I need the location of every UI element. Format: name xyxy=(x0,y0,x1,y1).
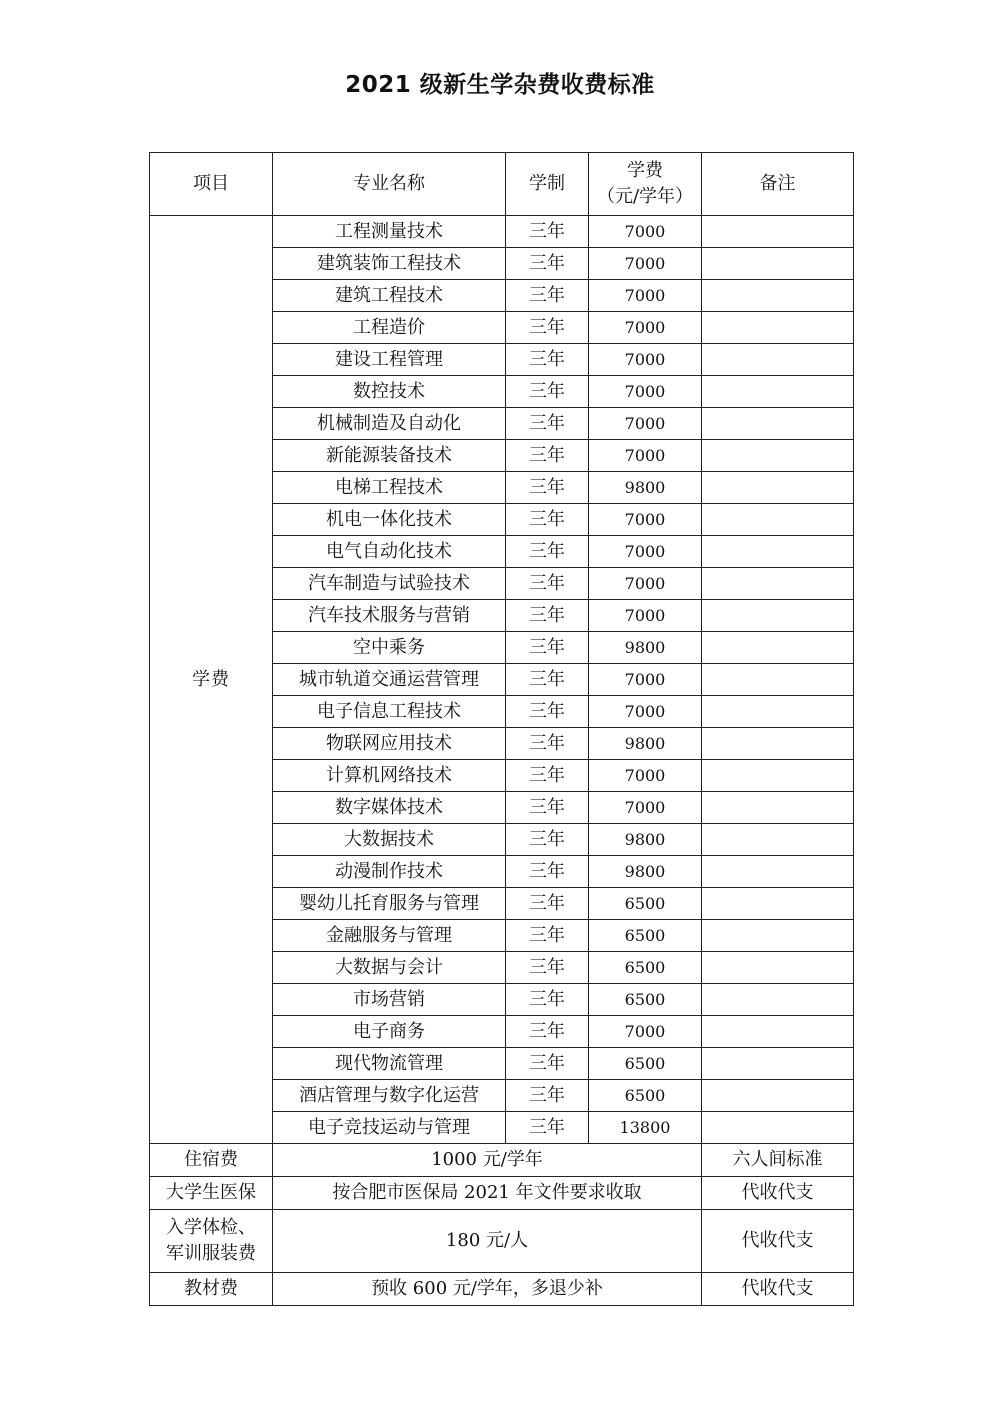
remark-cell xyxy=(702,664,854,696)
header-major: 专业名称 xyxy=(273,153,506,216)
fee-cell: 7000 xyxy=(589,216,702,248)
fee-cell: 7000 xyxy=(589,280,702,312)
other-fee-remark-cell: 六人间标准 xyxy=(702,1144,854,1177)
other-fee-detail-cell: 按合肥市医保局 2021 年文件要求收取 xyxy=(273,1177,702,1210)
fee-cell: 6500 xyxy=(589,1048,702,1080)
major-name-cell: 电子商务 xyxy=(273,1016,506,1048)
remark-cell xyxy=(702,248,854,280)
major-name-cell: 汽车制造与试验技术 xyxy=(273,568,506,600)
page-title: 2021 级新生学杂费收费标准 xyxy=(345,72,655,98)
fee-cell: 9800 xyxy=(589,632,702,664)
other-fee-item-cell xyxy=(150,1177,273,1210)
other-fee-item-cell xyxy=(150,1144,273,1177)
major-name-cell: 工程测量技术 xyxy=(273,216,506,248)
header-tuition xyxy=(589,153,702,216)
fee-cell: 7000 xyxy=(589,568,702,600)
remark-cell xyxy=(702,856,854,888)
fee-cell: 6500 xyxy=(589,920,702,952)
fee-cell: 7000 xyxy=(589,664,702,696)
duration-cell: 三年 xyxy=(506,472,589,504)
remark-cell xyxy=(702,472,854,504)
duration-cell: 三年 xyxy=(506,792,589,824)
fee-cell: 7000 xyxy=(589,1016,702,1048)
major-name-cell: 空中乘务 xyxy=(273,632,506,664)
major-name-cell: 计算机网络技术 xyxy=(273,760,506,792)
major-name-cell: 市场营销 xyxy=(273,984,506,1016)
fee-table xyxy=(149,152,854,1306)
duration-cell: 三年 xyxy=(506,696,589,728)
table-row xyxy=(150,216,854,248)
fee-cell: 9800 xyxy=(589,856,702,888)
major-name-cell: 机械制造及自动化 xyxy=(273,408,506,440)
major-name-cell: 数控技术 xyxy=(273,376,506,408)
duration-cell: 三年 xyxy=(506,984,589,1016)
duration-cell: 三年 xyxy=(506,824,589,856)
duration-cell: 三年 xyxy=(506,1048,589,1080)
fee-cell: 7000 xyxy=(589,408,702,440)
other-fee-item-line1: 大学生医保 xyxy=(166,1182,256,1203)
remark-cell xyxy=(702,568,854,600)
remark-cell xyxy=(702,888,854,920)
remark-cell xyxy=(702,312,854,344)
other-fee-row xyxy=(150,1273,854,1306)
fee-cell: 7000 xyxy=(589,600,702,632)
major-name-cell: 动漫制作技术 xyxy=(273,856,506,888)
major-name-cell: 酒店管理与数字化运营 xyxy=(273,1080,506,1112)
other-fee-detail-cell: 180 元/人 xyxy=(273,1210,702,1273)
fee-cell: 7000 xyxy=(589,504,702,536)
major-name-cell: 建设工程管理 xyxy=(273,344,506,376)
duration-cell: 三年 xyxy=(506,664,589,696)
remark-cell xyxy=(702,1080,854,1112)
fee-cell: 7000 xyxy=(589,536,702,568)
fee-cell: 6500 xyxy=(589,888,702,920)
major-name-cell: 大数据与会计 xyxy=(273,952,506,984)
fee-cell: 7000 xyxy=(589,696,702,728)
remark-cell xyxy=(702,632,854,664)
duration-cell: 三年 xyxy=(506,536,589,568)
duration-cell: 三年 xyxy=(506,1112,589,1144)
duration-cell: 三年 xyxy=(506,728,589,760)
remark-cell xyxy=(702,728,854,760)
major-name-cell: 电气自动化技术 xyxy=(273,536,506,568)
major-name-cell: 机电一体化技术 xyxy=(273,504,506,536)
other-fee-item-line1: 住宿费 xyxy=(184,1149,238,1170)
remark-cell xyxy=(702,1016,854,1048)
major-name-cell: 汽车技术服务与营销 xyxy=(273,600,506,632)
duration-cell: 三年 xyxy=(506,1080,589,1112)
fee-cell: 7000 xyxy=(589,344,702,376)
remark-cell xyxy=(702,280,854,312)
major-name-cell: 电子信息工程技术 xyxy=(273,696,506,728)
duration-cell: 三年 xyxy=(506,216,589,248)
header-item: 项目 xyxy=(150,153,273,216)
duration-cell: 三年 xyxy=(506,344,589,376)
duration-cell: 三年 xyxy=(506,920,589,952)
header-duration: 学制 xyxy=(506,153,589,216)
fee-cell: 9800 xyxy=(589,824,702,856)
major-name-cell: 工程造价 xyxy=(273,312,506,344)
other-fee-remark-cell: 代收代支 xyxy=(702,1273,854,1306)
fee-cell: 7000 xyxy=(589,760,702,792)
duration-cell: 三年 xyxy=(506,1016,589,1048)
other-fee-detail-cell: 预收 600 元/学年，多退少补 xyxy=(273,1273,702,1306)
other-fee-remark-cell: 代收代支 xyxy=(702,1210,854,1273)
duration-cell: 三年 xyxy=(506,408,589,440)
remark-cell xyxy=(702,1048,854,1080)
major-name-cell: 电梯工程技术 xyxy=(273,472,506,504)
major-name-cell: 电子竞技运动与管理 xyxy=(273,1112,506,1144)
remark-cell xyxy=(702,408,854,440)
duration-cell: 三年 xyxy=(506,888,589,920)
major-name-cell: 建筑工程技术 xyxy=(273,280,506,312)
other-fee-row xyxy=(150,1177,854,1210)
duration-cell: 三年 xyxy=(506,952,589,984)
other-fee-remark-cell: 代收代支 xyxy=(702,1177,854,1210)
duration-cell: 三年 xyxy=(506,568,589,600)
fee-cell: 13800 xyxy=(589,1112,702,1144)
duration-cell: 三年 xyxy=(506,280,589,312)
other-fee-item-line1: 教材费 xyxy=(184,1278,238,1299)
fee-cell: 6500 xyxy=(589,984,702,1016)
fee-cell: 7000 xyxy=(589,312,702,344)
duration-cell: 三年 xyxy=(506,248,589,280)
major-name-cell: 数字媒体技术 xyxy=(273,792,506,824)
duration-cell: 三年 xyxy=(506,312,589,344)
header-row xyxy=(150,153,854,216)
remark-cell xyxy=(702,792,854,824)
duration-cell: 三年 xyxy=(506,856,589,888)
remark-cell xyxy=(702,376,854,408)
remark-cell xyxy=(702,1112,854,1144)
remark-cell xyxy=(702,760,854,792)
major-name-cell: 金融服务与管理 xyxy=(273,920,506,952)
fee-cell: 9800 xyxy=(589,472,702,504)
duration-cell: 三年 xyxy=(506,376,589,408)
fee-cell: 7000 xyxy=(589,792,702,824)
other-fee-item-cell xyxy=(150,1273,273,1306)
remark-cell xyxy=(702,600,854,632)
table-body xyxy=(150,216,854,1306)
remark-cell xyxy=(702,344,854,376)
remark-cell xyxy=(702,696,854,728)
other-fee-row xyxy=(150,1144,854,1177)
duration-cell: 三年 xyxy=(506,632,589,664)
duration-cell: 三年 xyxy=(506,440,589,472)
fee-cell: 7000 xyxy=(589,248,702,280)
major-name-cell: 现代物流管理 xyxy=(273,1048,506,1080)
duration-cell: 三年 xyxy=(506,504,589,536)
remark-cell xyxy=(702,216,854,248)
other-fee-item-line1: 入学体检、 xyxy=(166,1217,256,1238)
other-fee-row xyxy=(150,1210,854,1273)
header-remark: 备注 xyxy=(702,153,854,216)
major-name-cell: 城市轨道交通运营管理 xyxy=(273,664,506,696)
major-name-cell: 大数据技术 xyxy=(273,824,506,856)
remark-cell xyxy=(702,984,854,1016)
remark-cell xyxy=(702,952,854,984)
fee-cell: 9800 xyxy=(589,728,702,760)
fee-cell: 6500 xyxy=(589,952,702,984)
header-tuition-line2: （元/学年） xyxy=(596,186,694,207)
major-name-cell: 物联网应用技术 xyxy=(273,728,506,760)
major-name-cell: 婴幼儿托育服务与管理 xyxy=(273,888,506,920)
remark-cell xyxy=(702,504,854,536)
remark-cell xyxy=(702,824,854,856)
remark-cell xyxy=(702,440,854,472)
other-fee-detail-cell: 1000 元/学年 xyxy=(273,1144,702,1177)
remark-cell xyxy=(702,536,854,568)
fee-cell: 6500 xyxy=(589,1080,702,1112)
fee-cell: 7000 xyxy=(589,376,702,408)
major-name-cell: 新能源装备技术 xyxy=(273,440,506,472)
major-name-cell: 建筑装饰工程技术 xyxy=(273,248,506,280)
fee-cell: 7000 xyxy=(589,440,702,472)
other-fee-item-line2: 军训服装费 xyxy=(166,1243,256,1264)
tuition-category-cell: 学费 xyxy=(150,216,273,1144)
header-tuition-line1: 学费 xyxy=(627,160,663,181)
remark-cell xyxy=(702,920,854,952)
other-fee-item-cell xyxy=(150,1210,273,1273)
duration-cell: 三年 xyxy=(506,760,589,792)
duration-cell: 三年 xyxy=(506,600,589,632)
